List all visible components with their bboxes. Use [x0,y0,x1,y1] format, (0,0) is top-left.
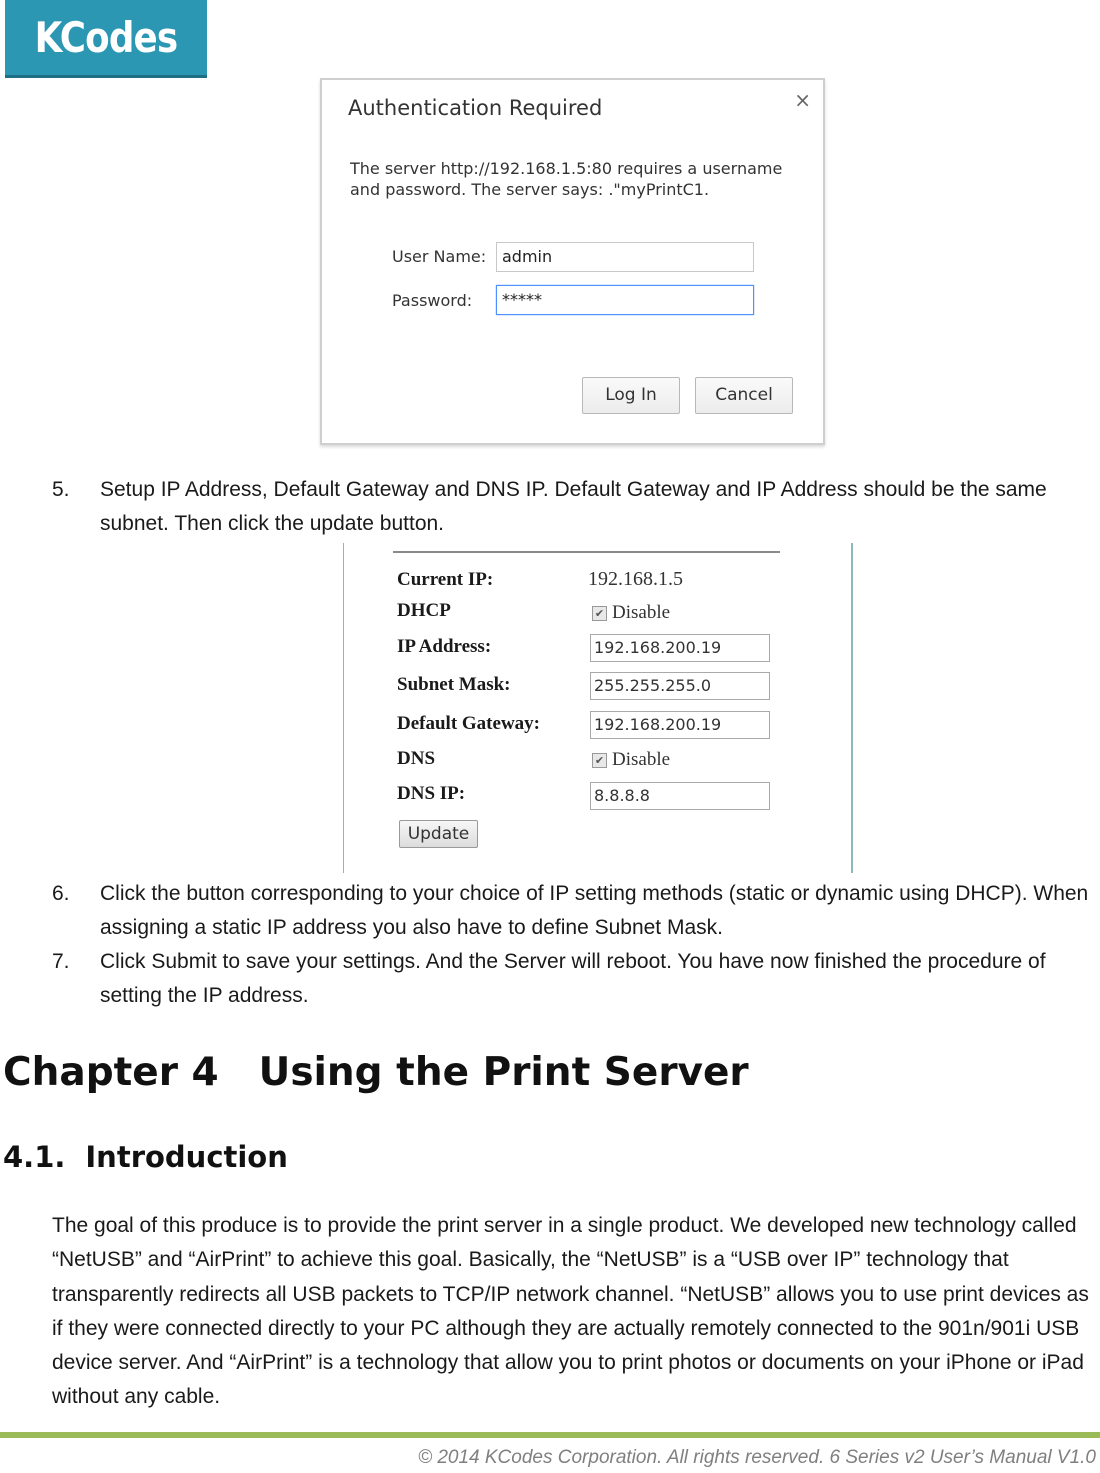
section-number: 4.1. [3,1140,66,1174]
list-item-text: Setup IP Address, Default Gateway and DNS IP. Default Gateway and IP Address should be the same subnet. Then click the update button. [100,478,1047,535]
auth-dialog [320,78,825,445]
list-item-text: Click the button corresponding to your choice of IP setting methods (static or dynamic using DHCP). When assigning a static IP address you also have to define Subnet Mask. [100,882,1089,939]
current-ip-value: 192.168.1.5 [588,568,683,590]
username-input[interactable]: admin [496,242,754,272]
dns-checkbox-label: Disable [612,749,671,770]
ip-address-input[interactable]: 192.168.200.19 [590,634,770,662]
password-input[interactable]: ***** [496,285,754,315]
password-label: Password: [392,291,473,310]
dns-label: DNS [397,748,436,769]
default-gateway-input[interactable]: 192.168.200.19 [590,711,770,739]
chapter-number: Chapter 4 [3,1050,219,1095]
subnet-mask-input[interactable]: 255.255.255.0 [590,672,770,700]
close-icon[interactable]: × [794,88,811,112]
list-item-number: 5. [52,478,70,501]
section-heading [3,1140,288,1174]
section-title: Introduction [85,1140,288,1174]
dns-disable-checkbox[interactable] [592,749,670,771]
username-label: User Name: [392,247,487,266]
current-ip-label: Current IP: [397,569,494,590]
list-item-step-6 [52,877,1092,945]
dns-ip-input[interactable]: 8.8.8.8 [590,782,770,810]
cancel-button[interactable]: Cancel [695,377,793,414]
list-item-step-5 [52,473,1092,541]
footer-copyright: © 2014 KCodes Corporation. All rights reserved. 6 Series v2 User’s Manual V1.0 [418,1447,1096,1468]
logo-text: KCodes [34,13,178,62]
dns-ip-label: DNS IP: [397,783,466,804]
default-gateway-label: Default Gateway: [397,713,540,734]
checkbox-checked-icon[interactable]: ✔ [592,753,607,768]
ip-address-label: IP Address: [397,636,492,657]
intro-paragraph: The goal of this produce is to provide the print server in a single product. We developed new technology called “NetUSB” and “AirPrint” to achieve this goal. Basically, the “NetUSB” is a “USB over IP” technology that transparently redirects all USB packets to TCP/IP network channel. “NetUSB” allows you to use print devices as if they were connected directly to your PC although they are actually remotely connected to the 901n/901i USB device server. And “AirPrint” is a technology that allow you to print photos or documents on your iPhone or iPad without any cable. [52,1214,1089,1409]
checkbox-checked-icon[interactable]: ✔ [592,606,607,621]
auth-dialog-message: The server http://192.168.1.5:80 requires a username and password. The server says: ."myPrintC1. [350,159,783,199]
footer-divider [0,1432,1100,1438]
chapter-title: Using the Print Server [258,1050,749,1095]
dhcp-label: DHCP [397,600,451,621]
update-button[interactable]: Update [399,820,478,848]
auth-dialog-title: Authentication Required [348,96,603,120]
list-item-number: 6. [52,882,70,905]
list-item-text: Click Submit to save your settings. And the Server will reboot. You have now finished the procedure of setting the IP address. [100,950,1046,1007]
chapter-heading [3,1050,749,1095]
kcodes-logo [5,0,207,78]
divider [393,551,780,553]
login-button[interactable]: Log In [582,377,680,414]
ip-settings-panel [343,543,853,873]
subnet-mask-label: Subnet Mask: [397,674,511,695]
list-item-number: 7. [52,950,70,973]
dhcp-checkbox-label: Disable [612,602,671,623]
dhcp-disable-checkbox[interactable] [592,602,670,624]
list-item-step-7 [52,945,1092,1013]
